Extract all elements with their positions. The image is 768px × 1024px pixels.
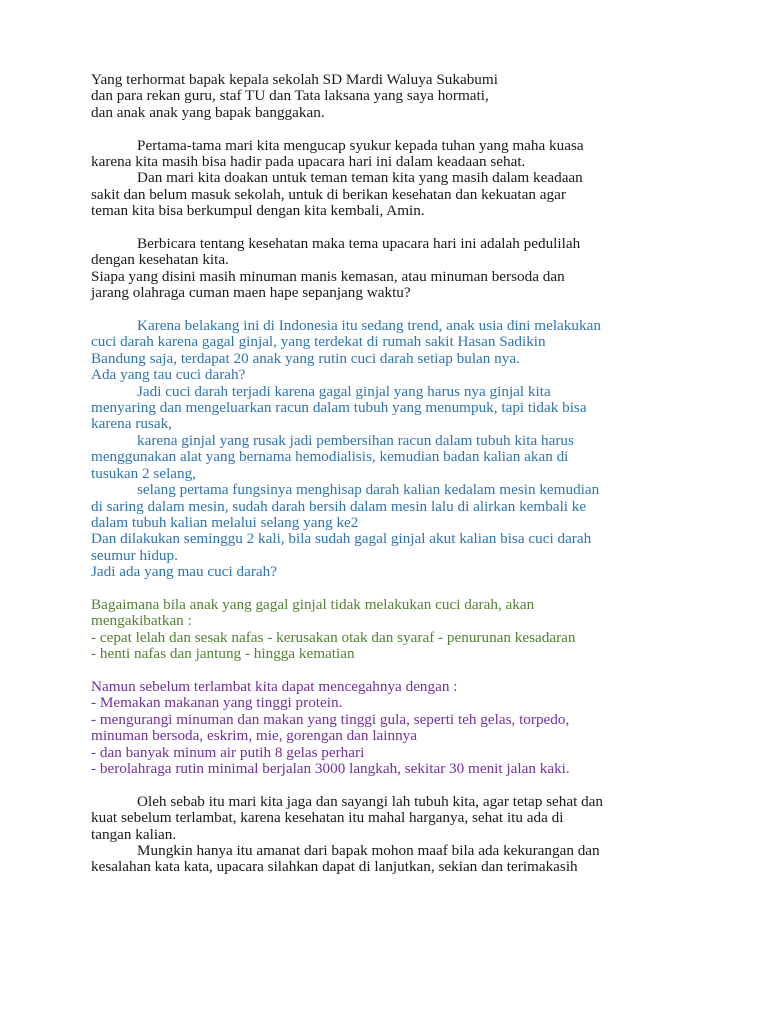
text-line: Bandung saja, terdapat 20 anak yang rutin cuci darah setiap bulan nya. bbox=[91, 349, 520, 367]
text-line: Karena belakang ini di Indonesia itu sedang trend, anak usia dini melakukan bbox=[137, 317, 601, 335]
text-line: tangan kalian. bbox=[91, 825, 177, 843]
list-item: - dan banyak minum air putih 8 gelas perhari bbox=[91, 743, 365, 761]
text-line: cuci darah karena gagal ginjal, yang terdekat di rumah sakit Hasan Sadikin bbox=[91, 333, 546, 351]
consequences-section bbox=[91, 597, 681, 663]
text-line: Berbicara tentang kesehatan maka tema upacara hari ini adalah pedulilah bbox=[137, 235, 581, 253]
question-paragraph bbox=[91, 269, 681, 302]
prevention-section bbox=[91, 679, 681, 777]
text-line: seumur hidup. bbox=[91, 546, 178, 564]
text-line: Oleh sebab itu mari kita jaga dan sayangi lah tubuh kita, agar tetap sehat dan bbox=[137, 792, 604, 810]
greeting-paragraph bbox=[91, 72, 681, 121]
consequences-paragraph bbox=[91, 597, 681, 663]
text-line: menyaring dan mengeluarkan racun dalam tubuh yang menumpuk, tapi tidak bisa bbox=[91, 399, 587, 417]
text-line: karena kita masih bisa hadir pada upacara hari ini dalam keadaan sehat. bbox=[91, 153, 526, 171]
text-line: dalam tubuh kalian melalui selang yang ke2 bbox=[91, 513, 359, 531]
list-item: - cepat lelah dan sesak nafas - kerusakan otak dan syaraf - penurunan kesadaran bbox=[91, 628, 576, 646]
list-item: - berolahraga rutin minimal berjalan 3000 langkah, sekitar 30 menit jalan kaki. bbox=[91, 759, 570, 777]
text-line: Dan mari kita doakan untuk teman teman kita yang masih dalam keadaan bbox=[137, 169, 583, 187]
prayer-paragraph bbox=[91, 170, 681, 219]
trend-paragraph bbox=[91, 318, 681, 367]
text-line: Yang terhormat bapak kepala sekolah SD Mardi Waluya Sukabumi bbox=[91, 71, 498, 88]
text-line: di saring dalam mesin, sudah darah bersih dalam mesin lalu di alirkan kembali ke bbox=[91, 497, 587, 515]
text-line: menggunakan alat yang bernama hemodialisis, kemudian badan kalian akan di bbox=[91, 448, 569, 466]
text-line: Bagaimana bila anak yang gagal ginjal tidak melakukan cuci darah, akan bbox=[91, 595, 535, 613]
opening-paragraph bbox=[91, 138, 681, 171]
text-line: jarang olahraga cuman maen hape sepanjang waktu? bbox=[91, 284, 411, 302]
list-item: - Memakan makanan yang tinggi protein. bbox=[91, 694, 343, 712]
method-paragraph bbox=[91, 433, 681, 482]
text-line: dengan kesehatan kita. bbox=[91, 251, 229, 269]
text-line: teman kita bisa berkumpul dengan kita kembali, Amin. bbox=[91, 202, 425, 220]
end-question-line bbox=[91, 564, 681, 580]
list-item: minuman bersoda, eskrim, mie, gorengan dan lainnya bbox=[91, 727, 418, 745]
text-line: karena ginjal yang rusak jadi pembersihan racun dalam tubuh kita harus bbox=[137, 431, 574, 449]
text-line: dan anak anak yang bapak banggakan. bbox=[91, 103, 325, 121]
text-line: Ada yang tau cuci darah? bbox=[91, 366, 246, 384]
text-line: Jadi cuci darah terjadi karena gagal ginjal yang harus nya ginjal kita bbox=[137, 382, 551, 400]
closing-thanks-paragraph bbox=[91, 843, 681, 876]
text-line: selang pertama fungsinya menghisap darah kalian kedalam mesin kemudian bbox=[137, 481, 600, 499]
text-line: kuat sebelum terlambat, karena kesehatan itu mahal harganya, sehat itu ada di bbox=[91, 809, 564, 827]
text-line: Namun sebelum terlambat kita dapat mencegahnya dengan : bbox=[91, 677, 458, 695]
closing-care-paragraph bbox=[91, 794, 681, 843]
text-line: Siapa yang disini masih minuman manis kemasan, atau minuman bersoda dan bbox=[91, 267, 565, 285]
weekly-paragraph bbox=[91, 531, 681, 564]
text-line: Pertama-tama mari kita mengucap syukur kepada tuhan yang maha kuasa bbox=[137, 136, 584, 154]
text-line: kesalahan kata kata, upacara silahkan dapat di lanjutkan, sekian dan terimakasih bbox=[91, 858, 578, 876]
text-line: Mungkin hanya itu amanat dari bapak mohon maaf bila ada kekurangan dan bbox=[137, 842, 600, 859]
text-line: dan para rekan guru, staf TU dan Tata laksana yang saya hormati, bbox=[91, 87, 489, 105]
cause-paragraph bbox=[91, 384, 681, 433]
dialysis-section bbox=[91, 318, 681, 581]
prevention-paragraph bbox=[91, 679, 681, 777]
theme-paragraph bbox=[91, 236, 681, 269]
text-line: sakit dan belum masuk sekolah, untuk di berikan kesehatan dan kekuatan agar bbox=[91, 185, 566, 203]
text-line: mengakibatkan : bbox=[91, 612, 192, 630]
text-line: Dan dilakukan seminggu 2 kali, bila sudah gagal ginjal akut kalian bisa cuci darah bbox=[91, 530, 592, 548]
text-line: tusukan 2 selang, bbox=[91, 464, 197, 482]
list-item: - henti nafas dan jantung - hingga kematian bbox=[91, 645, 355, 663]
ask-line bbox=[91, 367, 681, 383]
text-line: karena rusak, bbox=[91, 415, 172, 433]
text-line: Jadi ada yang mau cuci darah? bbox=[91, 563, 277, 581]
hoses-paragraph bbox=[91, 482, 681, 531]
list-item: - mengurangi minuman dan makan yang tinggi gula, seperti teh gelas, torpedo, bbox=[91, 710, 570, 728]
speech-text bbox=[91, 72, 681, 876]
